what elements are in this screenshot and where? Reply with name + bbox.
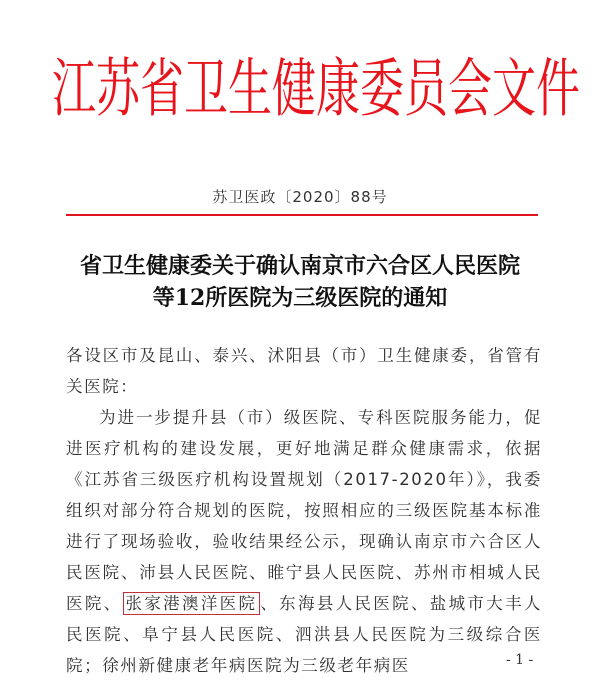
red-separator-rule — [66, 214, 538, 216]
highlighted-hospital-name: 张家港澳洋医院 — [123, 592, 261, 615]
masthead-char: 文 — [492, 52, 536, 127]
masthead-char: 委 — [360, 52, 404, 127]
paragraph-text-after-highlight: 、东海县人民医院、盐城市大丰人民医院、阜宁县人民医院、泗洪县人民医院为三级综合医院；徐州新健康老年病医院为三级老年病医 — [66, 594, 543, 675]
salutation: 各设区市及昆山、泰兴、沭阳县（市）卫生健康委，省管有关医院： — [66, 346, 542, 396]
masthead-char: 员 — [404, 52, 448, 127]
page-number: - 1 - — [506, 652, 534, 668]
masthead-char: 会 — [448, 52, 492, 127]
masthead-char: 健 — [272, 52, 316, 127]
masthead-char: 生 — [228, 52, 272, 127]
masthead-char: 苏 — [96, 52, 140, 127]
masthead-char: 江 — [52, 52, 96, 127]
document-title — [0, 250, 600, 314]
title-line-2: 等12所医院为三级医院的通知 — [152, 285, 448, 311]
masthead-char: 省 — [140, 52, 184, 127]
paragraph-text-before-highlight: 为进一步提升县（市）级医院、专科医院服务能力，促进医疗机构的建设发展，更好地满足群众健康需求，依据《江苏省三级医疗机构设置规划（2017-2020年）》，我委组织对部分符合规划的医院，按照相应的三级医院基本标准进行了现场验收，验收结果经公示，现确认南京市六合区人民医院、沛县人民医院、睢宁县人民医院、苏州市相城人民医院、 — [66, 408, 542, 613]
masthead-char: 件 — [536, 52, 580, 127]
document-number: 苏卫医政〔2020〕88号 — [212, 188, 388, 206]
title-line-1: 省卫生健康委关于确认南京市六合区人民医院 — [79, 253, 520, 279]
body-paragraph — [66, 402, 542, 681]
document-masthead — [52, 50, 580, 130]
masthead-char: 卫 — [184, 52, 228, 127]
document-body — [66, 340, 542, 681]
masthead-char: 康 — [316, 52, 360, 127]
